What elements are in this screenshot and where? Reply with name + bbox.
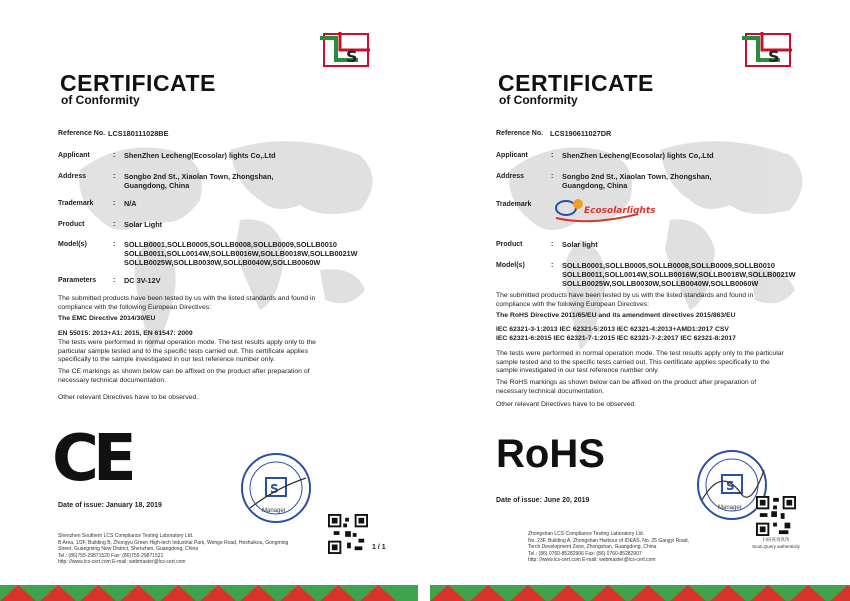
qr-caption [746,538,806,550]
separator: : [113,221,116,228]
parameters-label: Parameters [58,277,97,284]
normal-operation-statement [58,339,358,365]
certificate-subtitle: of Conformity [61,93,140,107]
marking-line-1: The CE markings as shown below can be affixed on the product after preparation of [58,368,310,375]
footer-line-1: Shenzhen Southern LCS Compliance Testing Laboratory Ltd. [58,533,194,539]
models-line-3: SOLLB0025W,SOLLB0030W,SOLLB0040W,SOLLB0060W [124,258,321,267]
normal-line-3: sample investigated in our test reference number only. [496,367,660,374]
address-label: Address [496,173,525,180]
address-line-2: Guangdong, China [562,181,628,190]
stamp-signature-title: Manager [262,508,286,514]
separator: : [113,152,116,159]
footer-line-4: Tel.: (86)755-29871520 Fax: (86)755-29871521 [58,552,164,559]
standards-line-2: IEC 62321-6:2015 IEC 62321-7-1:2015 IEC 62321-7-2:2017 IEC 62321-8:2017 [496,334,736,342]
certificate-title: CERTIFICATE [60,70,216,96]
separator: : [551,173,554,180]
page-number: 1 / 1 [372,544,386,551]
parameters-value: DC 3V-12V [124,276,161,285]
marking-line-1: The RoHS markings as shown below can be affixed on the product after preparation of [496,379,757,386]
certificate-ce [0,0,418,601]
certificate-title: CERTIFICATE [498,70,654,96]
models-line-2: SOLLB0011,SOLL0014W,SOLLB0016W,SOLLB0018W,SOLLB0021W [124,249,358,258]
separator: : [551,262,554,269]
decorative-border-strip [0,585,418,601]
svg-text:Ecosolarlights: Ecosolarlights [584,206,656,216]
footer-line-2: No. 23F, Building A, Zhongshan Harbour of IDEAS, No. 25 Gangyi Road, [528,537,689,544]
stamp-signature-title: Manager [718,505,742,511]
models-line-2: SOLLB0011,SOLL0014W,SOLLB0016W,SOLLB0018W,SOLLB0021W [562,270,796,279]
certificate-rohs [430,0,850,601]
date-of-issue: Date of issue: January 18, 2019 [58,502,162,509]
applicant-value: ShenZhen Lecheng(Ecosolar) lights Co,.Ltd [562,151,714,160]
lab-footer [58,533,288,566]
applicant-label: Applicant [496,152,528,159]
marking-statement [58,368,358,385]
qr-caption-line-1: 扫码查询真伪 [762,538,790,543]
qr-code [756,496,796,536]
separator: : [113,277,116,284]
separator: : [551,241,554,248]
directive: The RoHS Directive 2011/65/EU and its amendment directives 2015/863/EU [496,312,736,319]
reference-value: LCS190611027DR [550,129,612,138]
svg-text:S: S [726,479,735,493]
address-line-1: Songbo 2nd St., Xiaolan Town, Zhongshan, [562,172,712,181]
svg-text:S: S [346,47,358,66]
lcs-logo [318,30,374,70]
ecosolarlights-logo [550,196,656,226]
models-line-1: SOLLB0001,SOLLB0005,SOLLB0008,SOLLB0009,SOLLB0010 [124,240,337,249]
tested-statement [496,292,816,309]
product-label: Product [496,241,523,248]
models-line-3: SOLLB0025W,SOLLB0030W,SOLLB0040W,SOLLB0060W [562,279,759,288]
trademark-value: N/A [124,199,137,208]
date-of-issue: Date of issue: June 20, 2019 [496,497,590,504]
normal-operation-statement [496,350,816,376]
separator: : [113,200,116,207]
tested-statement [58,295,358,312]
certificate-subtitle: of Conformity [499,93,578,107]
qr-caption-line-2: Scan,Query authenticity [752,544,800,549]
product-value: Solar light [562,240,598,249]
qr-code [328,514,368,554]
footer-line-1: Zhongshan LCS Compliance Testing Laboratory Ltd. [528,531,645,537]
applicant-value: ShenZhen Lecheng(Ecosolar) lights Co,.Ltd [124,151,276,160]
normal-line-1: The tests were performed in normal operation mode. The test results apply only to the particular [496,350,784,357]
applicant-label: Applicant [58,152,90,159]
footer-line-2: B Area, 1/2F, Building B, Zhongyu Green High-tech Industrial Park, Wenge Road, Heshuikou, Gongming [58,539,289,546]
footer-line-3: Street, Guangming New District, Shenzhen, Guangdong, China [58,546,199,552]
footer-line-5: http: //www.lcs-cert.com E-mail: webmaster@lcs-cert.com [58,559,186,565]
reference-label: Reference No. [58,130,106,137]
lcs-logo [740,30,796,70]
product-label: Product [58,221,85,228]
normal-line-2: sample tested and to the specific tests carried out. This certificate applies specifically to the [496,358,770,366]
marking-statement [496,379,816,396]
footer-line-4: Tel.: (86) 0760-85282906 Fax: (86) 0760-85282907 [528,550,642,557]
reference-label: Reference No. [496,130,544,137]
standards-line-1: IEC 62321-3-1:2013 IEC 62321-5:2013 IEC 62321-4:2013+AMD1:2017 CSV [496,326,729,333]
other-directives: Other relevant Directives have to be observed. [496,401,637,408]
standards [496,326,816,343]
models-line-1: SOLLB0001,SOLLB0005,SOLLB0008,SOLLB0009,SOLLB0010 [562,261,775,270]
models-label: Model(s) [496,262,525,269]
normal-line-1: The tests were performed in normal operation mode. The test results apply only to the [58,339,316,346]
marking-line-2: necessary technical documentation. [496,387,605,395]
models-label: Model(s) [58,241,87,248]
standards: EN 55015: 2013+A1: 2015, EN 61547: 2009 [58,330,193,337]
marking-line-2: necessary technical documentation. [58,376,167,384]
separator: : [551,152,554,159]
tested-line-2: compliance with the following European Directives: [496,300,650,308]
separator: : [113,173,116,180]
tested-line-2: compliance with the following European Directives: [58,303,212,311]
svg-text:S: S [768,47,780,66]
trademark-label: Trademark [496,201,532,208]
tested-line-1: The submitted products have been tested by us with the listed standards and found in [496,292,754,299]
separator: : [113,241,116,248]
svg-text:S: S [270,482,279,496]
ce-mark: CE [52,422,131,496]
address-label: Address [58,173,87,180]
normal-line-2: particular sample tested and to the specific tests carried out. This certificate applies [58,347,308,355]
testing-service-stamp [236,448,316,528]
lab-footer [528,531,689,564]
directive: The EMC Directive 2014/30/EU [58,315,156,322]
product-value: Solar Light [124,220,163,229]
other-directives: Other relevant Directives have to be observed. [58,394,199,401]
reference-value: LCS180111028BE [108,129,169,138]
tested-line-1: The submitted products have been tested by us with the listed standards and found in [58,295,316,302]
normal-line-3: specifically to the sample investigated in our test reference number only. [58,356,275,363]
address-line-2: Guangdong, China [124,181,190,190]
address-line-1: Songbo 2nd St., Xiaolan Town, Zhongshan, [124,172,274,181]
trademark-label: Trademark [58,200,94,207]
footer-line-5: http: //www.lcs-cert.com E-mail: webmaster@lcs-cert.com [528,557,656,563]
decorative-border-strip [430,585,850,601]
footer-line-3: Torch Development Zone, Zhongshan, Guangdong, China [528,544,657,550]
rohs-mark: RoHS [496,432,605,476]
